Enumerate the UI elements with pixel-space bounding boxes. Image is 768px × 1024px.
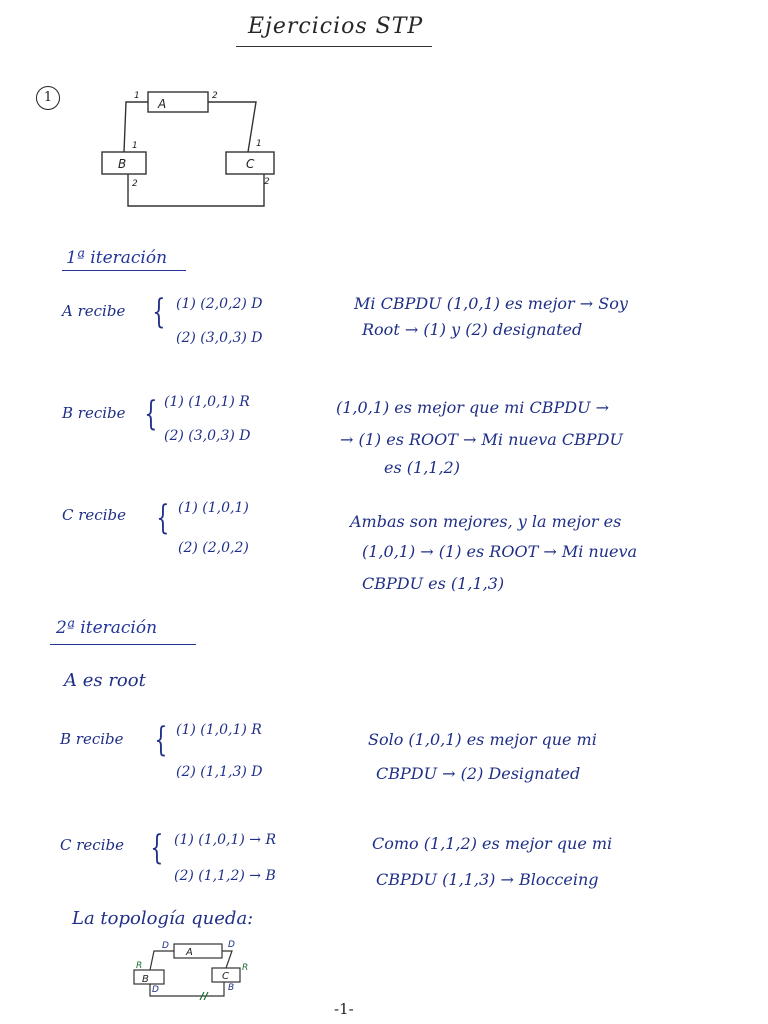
bpdu-line: (1) (1,0,1) → R [174, 832, 276, 848]
receiver-label: B recibe [60, 730, 124, 748]
port-label: 1 [256, 139, 262, 149]
page-number: -1- [334, 1000, 354, 1018]
brace: { [156, 498, 170, 538]
port-state-label: R [136, 961, 143, 971]
brace: { [144, 394, 158, 434]
receiver-label: C recibe [62, 506, 126, 524]
topology-label: La topología queda: [72, 908, 254, 929]
brace: { [150, 828, 164, 868]
explanation-line: CBPDU (1,1,3) → Blocceing [376, 870, 599, 889]
brace: { [152, 292, 166, 332]
bpdu-line: (2) (2,0,2) [178, 540, 249, 556]
port-label: 1 [134, 91, 140, 101]
switch-c-label: C [246, 157, 255, 171]
receiver-label: A recibe [62, 302, 126, 320]
topology-diagram-initial [96, 84, 296, 214]
brace: { [154, 720, 168, 760]
switch-b-label: B [118, 157, 127, 171]
port-label: 2 [264, 177, 270, 187]
iteration-2-underline [50, 644, 196, 645]
explanation-line: CBPDU → (2) Designated [376, 764, 581, 783]
explanation-line: es (1,1,2) [384, 458, 460, 477]
port-state-label: D [152, 985, 159, 995]
bpdu-line: (1) (1,0,1) R [164, 394, 250, 410]
explanation-line: Mi CBPDU (1,0,1) es mejor → Soy [354, 294, 628, 313]
port-state-label: R [242, 963, 249, 973]
explanation-line: → (1) es ROOT → Mi nueva CBPDU [340, 430, 623, 449]
title-underline [236, 46, 432, 47]
switch-b-label: B [142, 974, 149, 985]
port-label: 2 [132, 179, 138, 189]
bpdu-line: (1) (1,0,1) R [176, 722, 262, 738]
bpdu-line: (1) (1,0,1) [178, 500, 249, 516]
explanation-line: Ambas son mejores, y la mejor es [350, 512, 622, 531]
exercise-number: 1 [36, 86, 60, 110]
receiver-label: B recibe [62, 404, 126, 422]
port-label: 1 [132, 141, 138, 151]
explanation-line: CBPDU es (1,1,3) [362, 574, 505, 593]
receiver-label: C recibe [60, 836, 124, 854]
root-note: A es root [64, 670, 146, 691]
switch-a-label: A [158, 97, 167, 111]
bpdu-line: (2) (3,0,3) D [164, 428, 251, 444]
switch-c-label: C [222, 971, 229, 982]
bpdu-line: (2) (3,0,3) D [176, 330, 263, 346]
explanation-line: Solo (1,0,1) es mejor que mi [368, 730, 597, 749]
switch-a-label: A [186, 947, 193, 958]
port-state-label: B [228, 983, 235, 993]
port-state-label: D [228, 940, 235, 950]
iteration-1-heading: 1ª iteración [66, 248, 168, 268]
explanation-line: (1,0,1) → (1) es ROOT → Mi nueva [362, 542, 638, 561]
topology-diagram-final [128, 938, 258, 1000]
explanation-line: (1,0,1) es mejor que mi CBPDU → [336, 398, 610, 417]
bpdu-line: (2) (1,1,2) → B [174, 868, 276, 884]
iteration-1-underline [62, 270, 186, 271]
port-state-label: D [162, 941, 169, 951]
explanation-line: Como (1,1,2) es mejor que mi [372, 834, 613, 853]
bpdu-line: (1) (2,0,2) D [176, 296, 263, 312]
iteration-2-heading: 2ª iteración [56, 618, 158, 638]
explanation-line: Root → (1) y (2) designated [362, 320, 583, 339]
page-title: Ejercicios STP [248, 14, 424, 39]
port-label: 2 [212, 91, 218, 101]
bpdu-line: (2) (1,1,3) D [176, 764, 263, 780]
